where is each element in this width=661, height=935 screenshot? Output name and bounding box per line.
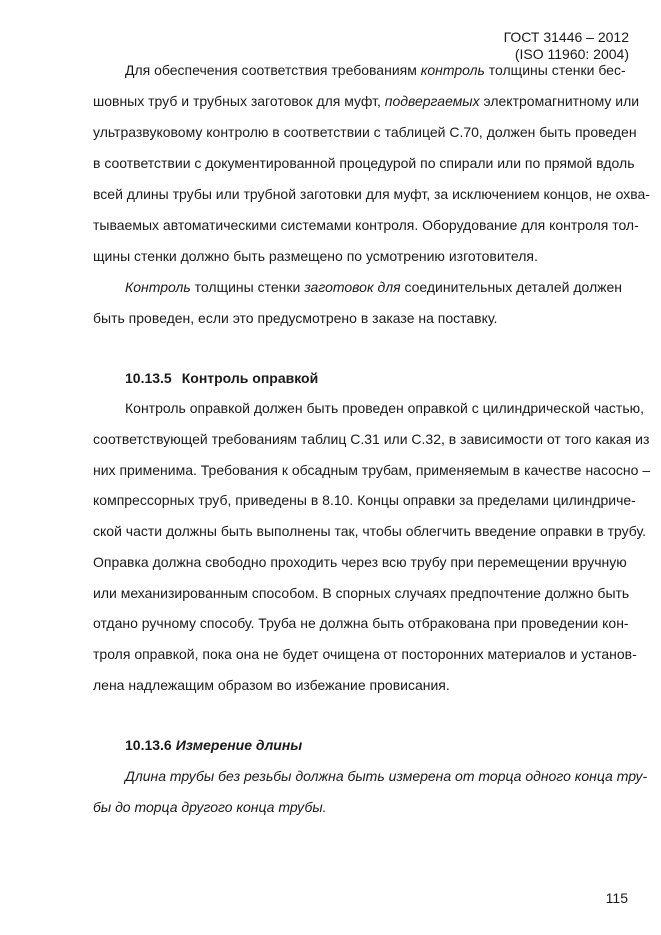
section-title: Измерение длины xyxy=(175,737,303,753)
paragraph-line: отдано ручному способу. Труба не должна быть отбракована при проведении кон- xyxy=(93,615,629,631)
paragraph-line: или механизированным способом. В спорных случаях предпочтение должно быть xyxy=(93,585,630,601)
paragraph-line: ультразвуковому контролю в соответствии с таблицей С.70, должен быть проведен xyxy=(93,124,637,140)
paragraph-line: щины стенки должно быть размещено по усмотрению изготовителя. xyxy=(93,248,538,264)
paragraph-line: тываемых автоматическими системами контроля. Оборудование для контроля тол- xyxy=(93,217,639,233)
paragraph-line: компрессорных труб, приведены в 8.10. Концы оправки за пределами цилиндриче- xyxy=(93,492,636,508)
paragraph-line xyxy=(125,279,622,296)
paragraph-line: Длина трубы без резьбы должна быть измерена от торца одного конца тру- xyxy=(125,768,648,784)
paragraph-line: в соответствии с документированной процедурой по спирали или по прямой вдоль xyxy=(93,155,635,171)
section-heading xyxy=(125,737,302,754)
italic-term: Контроль xyxy=(125,279,191,295)
paragraph-line: них применима. Требования к обсадным трубам, применяемым в качестве насосно – xyxy=(93,462,651,478)
text-run: электромагнитному или xyxy=(479,93,640,109)
paragraph-line: быть проведен, если это предусмотрено в заказе на поставку. xyxy=(93,310,498,326)
page-number: 115 xyxy=(605,890,628,906)
italic-term: контроль xyxy=(420,62,485,78)
section-number: 10.13.5 xyxy=(125,370,172,386)
paragraph-line: ской части должны быть выполнены так, чтобы облегчить введение оправки в трубу. xyxy=(93,523,646,539)
paragraph-line: Оправка должна свободно проходить через всю трубу при перемещении вручную xyxy=(93,554,627,570)
text-run: соединительных деталей должен xyxy=(400,279,623,295)
text-run: толщины стенки xyxy=(190,279,305,295)
section-number: 10.13.6 xyxy=(125,737,172,753)
iso-reference: (ISO 11960: 2004) xyxy=(514,46,629,62)
paragraph-line: соответствующей требованиям таблиц С.31 или С.32, в зависимости от того какая из xyxy=(93,431,650,447)
paragraph-line xyxy=(93,93,639,110)
document-header xyxy=(504,29,629,63)
paragraph-line: бы до торца другого конца трубы. xyxy=(93,799,327,815)
italic-term: подвергаемых xyxy=(384,93,480,109)
standard-number: ГОСТ 31446 – 2012 xyxy=(503,29,629,45)
italic-term: заготовок для xyxy=(304,279,401,295)
paragraph-line: всей длины трубы или трубной заготовки для муфт, за исключением концов, не охва- xyxy=(93,186,650,202)
section-title: Контроль оправкой xyxy=(181,370,319,386)
text-run: Для обеспечения соответствия требованиям xyxy=(125,62,421,78)
paragraph-line xyxy=(125,62,626,79)
text-run: шовных труб и трубных заготовок для муфт, xyxy=(93,93,385,109)
text-run: толщины стенки бес- xyxy=(484,62,626,78)
paragraph-line: лена надлежащим образом во избежание провисания. xyxy=(93,677,450,693)
paragraph-line: троля оправкой, пока она не будет очищена от посторонних материалов и установ- xyxy=(93,646,637,662)
section-heading xyxy=(125,370,318,387)
paragraph-line: Контроль оправкой должен быть проведен оправкой с цилиндрической частью, xyxy=(125,400,645,416)
